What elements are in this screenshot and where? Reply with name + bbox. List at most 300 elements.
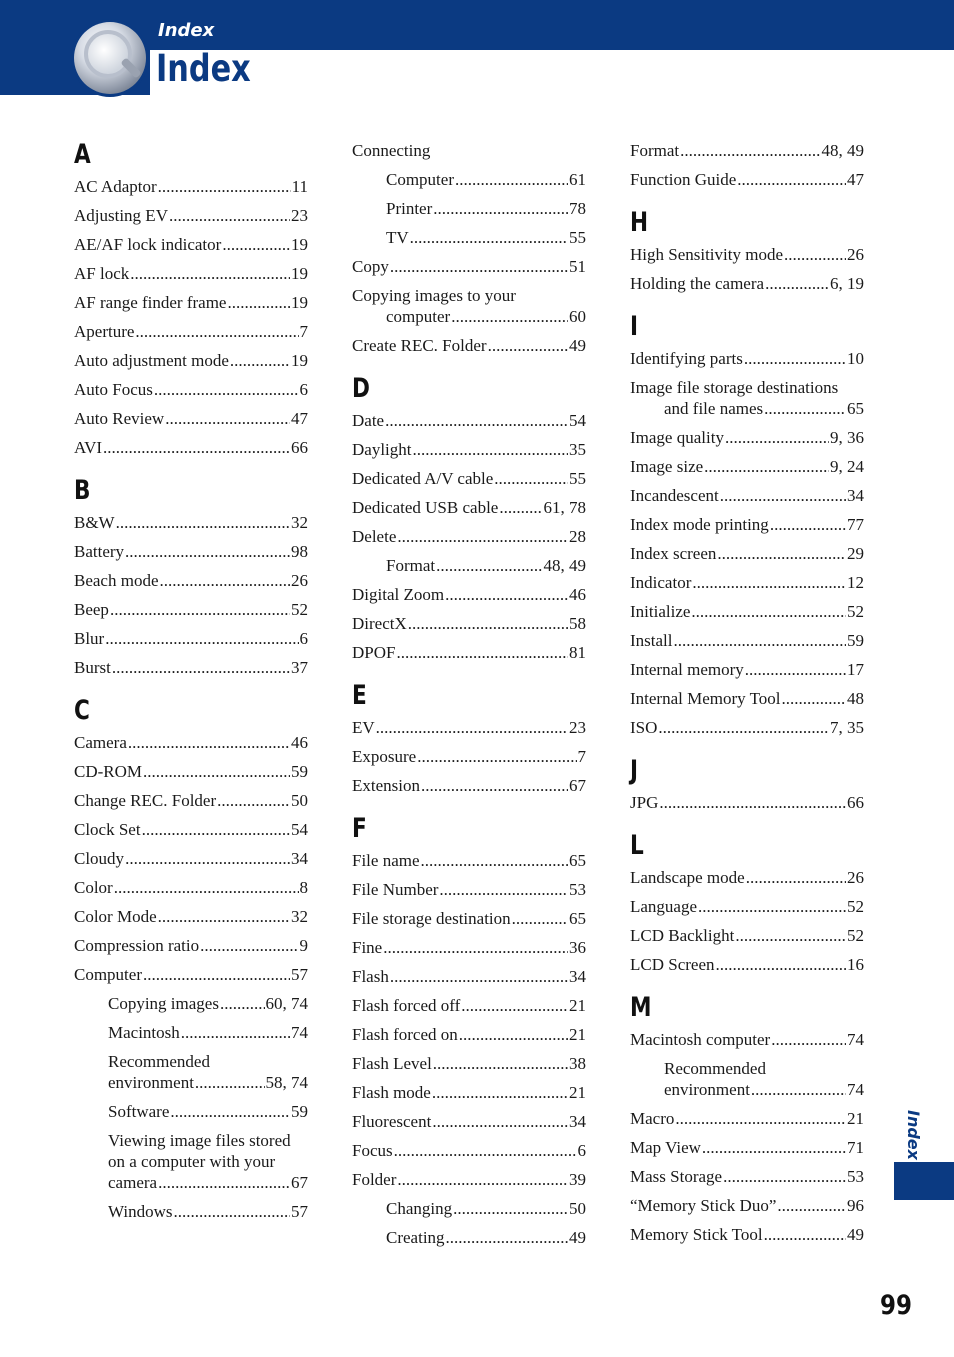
dot-leader <box>376 717 568 738</box>
entry-pages: 7, 35 <box>830 718 864 737</box>
entry-pages: 19 <box>291 351 308 370</box>
entry-pages: 52 <box>847 926 864 945</box>
entry-pages: 34 <box>847 486 864 505</box>
dot-leader <box>410 227 568 248</box>
dot-leader <box>751 1079 846 1100</box>
index-entry <box>352 1082 586 1103</box>
index-entry <box>74 906 308 927</box>
entry-pages: 46 <box>291 733 308 752</box>
entry-pages: 96 <box>847 1196 864 1215</box>
entry-pages: 34 <box>291 849 308 868</box>
index-entry <box>630 348 864 369</box>
dot-leader <box>445 584 568 605</box>
dot-leader <box>717 543 846 564</box>
index-column-1 <box>74 140 308 1230</box>
index-subentry <box>74 993 308 1014</box>
index-entry <box>74 321 308 342</box>
index-entry <box>352 966 586 987</box>
entry-term: Change REC. Folder <box>74 791 217 810</box>
dot-leader <box>116 512 290 533</box>
index-entry <box>630 244 864 265</box>
dot-leader <box>397 526 568 547</box>
entry-term: Computer <box>386 170 454 189</box>
entry-term-line: Copying images to your <box>352 286 516 305</box>
entry-term-line <box>630 398 864 419</box>
entry-pages: 21 <box>569 996 586 1015</box>
dot-leader <box>459 1024 568 1045</box>
entry-pages: 37 <box>291 658 308 677</box>
entry-term: Internal memory <box>630 660 744 679</box>
entry-term: Macintosh computer <box>630 1030 771 1049</box>
entry-pages: 50 <box>291 791 308 810</box>
index-entry <box>352 613 586 634</box>
index-entry <box>630 485 864 506</box>
entry-pages: 54 <box>569 411 586 430</box>
entry-pages: 55 <box>569 228 586 247</box>
entry-term: Create REC. Folder <box>352 336 487 355</box>
dot-leader <box>227 292 290 313</box>
section-letter: I <box>630 311 639 342</box>
entry-term: Dedicated USB cable <box>352 498 499 517</box>
dot-leader <box>744 348 846 369</box>
entry-pages: 52 <box>847 602 864 621</box>
entry-pages: 6, 19 <box>830 274 864 293</box>
index-subentry <box>352 1227 586 1248</box>
dot-leader <box>745 659 846 680</box>
entry-pages: 48, 49 <box>543 556 586 575</box>
dot-leader <box>158 1172 290 1193</box>
entry-pages: 21 <box>847 1109 864 1128</box>
dot-leader <box>770 514 846 535</box>
dot-leader <box>771 1029 846 1050</box>
dot-leader <box>455 169 568 190</box>
entry-pages: 57 <box>291 1202 308 1221</box>
dot-leader <box>451 306 568 327</box>
entry-term: File name <box>352 851 420 870</box>
entry-term-line: Recommended <box>664 1059 766 1078</box>
index-subentry <box>630 1058 864 1100</box>
index-entry <box>630 659 864 680</box>
entry-term: Blur <box>74 629 105 648</box>
dot-leader <box>200 935 298 956</box>
page-number: 99 <box>880 1290 912 1321</box>
index-entry <box>630 273 864 294</box>
index-entry <box>630 572 864 593</box>
entry-term: Indicator <box>630 573 692 592</box>
entry-term: Color Mode <box>74 907 157 926</box>
dot-leader <box>217 790 290 811</box>
entry-pages: 65 <box>847 399 864 418</box>
index-entry <box>630 377 864 419</box>
dot-leader <box>383 937 568 958</box>
entry-term: AVI <box>74 438 103 457</box>
index-entry <box>630 688 864 709</box>
index-entry <box>630 630 864 651</box>
entry-term: Computer <box>74 965 142 984</box>
dot-leader <box>702 1137 846 1158</box>
index-entry <box>630 601 864 622</box>
entry-pages: 34 <box>569 1112 586 1131</box>
entry-pages: 29 <box>847 544 864 563</box>
entry-term: TV <box>386 228 409 247</box>
section-letter: E <box>352 680 367 711</box>
entry-term: Camera <box>74 733 127 752</box>
entry-pages: 67 <box>569 776 586 795</box>
dot-leader <box>170 1101 290 1122</box>
entry-pages: 71 <box>847 1138 864 1157</box>
entry-term: Internal Memory Tool <box>630 689 781 708</box>
entry-term: Format <box>630 141 680 160</box>
dot-leader <box>394 1140 577 1161</box>
dot-leader <box>181 1022 290 1043</box>
index-entry <box>630 1137 864 1158</box>
entry-pages: 74 <box>291 1023 308 1042</box>
entry-term: Image quality <box>630 428 724 447</box>
entry-term: Flash mode <box>352 1083 431 1102</box>
index-entry <box>74 964 308 985</box>
index-entry <box>630 140 864 161</box>
dot-leader <box>397 1169 568 1190</box>
index-entry <box>74 205 308 226</box>
entry-term: and file names <box>664 399 764 418</box>
entry-pages: 12 <box>847 573 864 592</box>
dot-leader <box>461 995 568 1016</box>
entry-pages: 49 <box>569 336 586 355</box>
entry-term: Extension <box>352 776 420 795</box>
entry-pages: 26 <box>291 571 308 590</box>
dot-leader <box>433 1053 568 1074</box>
index-entry <box>74 628 308 649</box>
index-column-2 <box>352 140 586 1256</box>
dot-leader <box>128 732 290 753</box>
entry-pages: 58, 74 <box>265 1073 308 1092</box>
dot-leader <box>764 398 846 419</box>
index-entry <box>630 792 864 813</box>
section-letter: A <box>74 139 91 170</box>
index-entry <box>630 925 864 946</box>
side-section-label: Index <box>904 1110 923 1160</box>
index-entry <box>352 335 586 356</box>
entry-term: Fluorescent <box>352 1112 432 1131</box>
index-entry <box>352 439 586 460</box>
entry-term: AC Adaptor <box>74 177 157 196</box>
entry-term: ISO <box>630 718 658 737</box>
section-letter: L <box>630 830 644 861</box>
entry-pages: 16 <box>847 955 864 974</box>
index-entry <box>74 541 308 562</box>
entry-term: Color <box>74 878 113 897</box>
index-entry <box>352 717 586 738</box>
index-entry <box>630 169 864 190</box>
section-letter: M <box>630 992 652 1023</box>
dot-leader <box>439 879 568 900</box>
dot-leader <box>692 572 846 593</box>
entry-pages: 34 <box>569 967 586 986</box>
entry-pages: 66 <box>847 793 864 812</box>
dot-leader <box>659 792 846 813</box>
entry-term: Fine <box>352 938 383 957</box>
entry-term: Software <box>108 1102 170 1121</box>
entry-pages: 66 <box>291 438 308 457</box>
index-entry <box>630 456 864 477</box>
entry-term: Battery <box>74 542 125 561</box>
index-entry <box>630 514 864 535</box>
entry-term: Creating <box>386 1228 445 1247</box>
index-entry <box>74 599 308 620</box>
section-letter: D <box>352 373 370 404</box>
entry-pages: 35 <box>569 440 586 459</box>
dot-leader <box>432 1082 568 1103</box>
entry-term-line <box>108 1172 308 1193</box>
entry-pages: 23 <box>569 718 586 737</box>
entry-pages: 9, 36 <box>830 428 864 447</box>
entry-term: computer <box>386 307 451 326</box>
dot-leader <box>158 906 290 927</box>
entry-term: Index screen <box>630 544 717 563</box>
index-subentry <box>74 1101 308 1122</box>
dot-leader <box>436 555 542 576</box>
entry-pages: 74 <box>847 1080 864 1099</box>
index-column-3 <box>630 140 864 1253</box>
entry-pages: 78 <box>569 199 586 218</box>
entry-term: Macro <box>630 1109 675 1128</box>
dot-leader <box>658 717 829 738</box>
magnifier-icon <box>74 22 146 94</box>
entry-term: Flash forced off <box>352 996 461 1015</box>
index-subentry <box>74 1201 308 1222</box>
dot-leader <box>737 169 846 190</box>
dot-leader <box>746 867 846 888</box>
entry-pages: 54 <box>291 820 308 839</box>
entry-term: Format <box>386 556 436 575</box>
entry-pages: 53 <box>847 1167 864 1186</box>
entry-pages: 6 <box>299 380 308 399</box>
entry-pages: 49 <box>847 1225 864 1244</box>
index-subentry <box>352 555 586 576</box>
entry-term: Memory Stick Tool <box>630 1225 763 1244</box>
index-entry <box>74 570 308 591</box>
index-subentry <box>74 1130 308 1193</box>
entry-pages: 48 <box>847 689 864 708</box>
entry-pages: 21 <box>569 1025 586 1044</box>
entry-pages: 19 <box>291 235 308 254</box>
entry-term: Identifying parts <box>630 349 743 368</box>
entry-pages: 9 <box>299 936 308 955</box>
entry-term: File storage destination <box>352 909 511 928</box>
entry-pages: 7 <box>299 322 308 341</box>
index-entry <box>352 746 586 767</box>
entry-term: Beep <box>74 600 109 619</box>
index-entry <box>74 379 308 400</box>
entry-term: Aperture <box>74 322 135 341</box>
dot-leader <box>169 205 290 226</box>
index-entry <box>352 937 586 958</box>
entry-pages: 59 <box>291 1102 308 1121</box>
entry-term: Digital Zoom <box>352 585 445 604</box>
index-entry <box>630 543 864 564</box>
index-entry <box>352 410 586 431</box>
index-entry <box>352 1169 586 1190</box>
entry-term: Compression ratio <box>74 936 200 955</box>
entry-term: Install <box>630 631 673 650</box>
entry-term: Folder <box>352 1170 397 1189</box>
dot-leader <box>716 954 846 975</box>
entry-pages: 55 <box>569 469 586 488</box>
entry-pages: 61, 78 <box>543 498 586 517</box>
index-entry <box>74 657 308 678</box>
dot-leader <box>674 630 847 651</box>
entry-pages: 77 <box>847 515 864 534</box>
index-entry <box>74 790 308 811</box>
entry-term: Auto adjustment mode <box>74 351 229 370</box>
index-entry <box>630 1029 864 1050</box>
entry-pages: 21 <box>569 1083 586 1102</box>
entry-term: Focus <box>352 1141 393 1160</box>
entry-pages: 49 <box>569 1228 586 1247</box>
dot-leader <box>135 321 298 342</box>
entry-pages: 59 <box>291 762 308 781</box>
index-entry <box>352 642 586 663</box>
entry-term: Exposure <box>352 747 417 766</box>
dot-leader <box>777 1195 846 1216</box>
entry-pages: 9, 24 <box>830 457 864 476</box>
entry-term: Flash Level <box>352 1054 432 1073</box>
entry-term: LCD Screen <box>630 955 715 974</box>
entry-term: Holding the camera <box>630 274 765 293</box>
entry-term: Burst <box>74 658 111 677</box>
dot-leader <box>385 410 568 431</box>
entry-pages: 57 <box>291 965 308 984</box>
index-entry <box>74 877 308 898</box>
entry-term: Copy <box>352 257 389 276</box>
index-entry <box>630 1195 864 1216</box>
dot-leader <box>143 761 290 782</box>
entry-term: Function Guide <box>630 170 737 189</box>
index-subentry <box>352 227 586 248</box>
index-entry <box>74 732 308 753</box>
entry-term-line <box>352 306 586 327</box>
entry-term-line <box>664 1079 864 1100</box>
section-letter: H <box>630 207 649 238</box>
entry-term: CD-ROM <box>74 762 143 781</box>
dot-leader <box>165 408 290 429</box>
dot-leader <box>735 925 846 946</box>
header-section-label: Index <box>158 20 215 41</box>
entry-pages: 60 <box>569 307 586 326</box>
dot-leader <box>723 1166 846 1187</box>
dot-leader <box>160 570 291 591</box>
entry-term: AE/AF lock indicator <box>74 235 222 254</box>
index-entry <box>74 234 308 255</box>
index-entry <box>74 819 308 840</box>
entry-term: Beach mode <box>74 571 159 590</box>
dot-leader <box>417 746 576 767</box>
entry-pages: 19 <box>291 264 308 283</box>
entry-term: Index mode printing <box>630 515 769 534</box>
entry-term: Auto Review <box>74 409 165 428</box>
index-entry <box>630 896 864 917</box>
entry-pages: 59 <box>847 631 864 650</box>
entry-pages: 65 <box>569 851 586 870</box>
entry-term: LCD Backlight <box>630 926 735 945</box>
entry-term: Clock Set <box>74 820 141 839</box>
entry-term-line: Recommended <box>108 1052 210 1071</box>
entry-pages: 67 <box>291 1173 308 1192</box>
entry-term: JPG <box>630 793 659 812</box>
dot-leader <box>105 628 298 649</box>
entry-term: EV <box>352 718 375 737</box>
dot-leader <box>453 1198 568 1219</box>
dot-leader <box>432 1111 568 1132</box>
entry-term-line: Viewing image files stored <box>108 1131 291 1150</box>
entry-term: Map View <box>630 1138 701 1157</box>
entry-term: File Number <box>352 880 439 899</box>
index-entry <box>352 526 586 547</box>
entry-pages: 98 <box>291 542 308 561</box>
dot-leader <box>222 234 290 255</box>
entry-term: B&W <box>74 513 115 532</box>
dot-leader <box>195 1072 265 1093</box>
header-band <box>0 0 954 50</box>
dot-leader <box>421 775 568 796</box>
entry-pages: 19 <box>291 293 308 312</box>
entry-pages: 11 <box>291 177 308 196</box>
entry-term: Copying images <box>108 994 219 1013</box>
section-letter: C <box>74 695 90 726</box>
entry-pages: 8 <box>299 878 308 897</box>
entry-pages: 58 <box>569 614 586 633</box>
index-entry <box>352 908 586 929</box>
dot-leader <box>704 456 829 477</box>
dot-leader <box>114 877 299 898</box>
index-entry <box>352 775 586 796</box>
index-entry <box>630 427 864 448</box>
index-entry <box>352 1053 586 1074</box>
entry-term: Delete <box>352 527 397 546</box>
entry-pages: 28 <box>569 527 586 546</box>
entry-pages: 50 <box>569 1199 586 1218</box>
index-entry <box>74 263 308 284</box>
index-subentry <box>74 1022 308 1043</box>
dot-leader <box>691 601 846 622</box>
entry-pages: 47 <box>291 409 308 428</box>
entry-term: Initialize <box>630 602 691 621</box>
dot-leader <box>230 350 290 371</box>
index-entry <box>74 761 308 782</box>
entry-pages: 39 <box>569 1170 586 1189</box>
dot-leader <box>765 273 829 294</box>
entry-term: environment <box>108 1073 194 1092</box>
dot-leader <box>488 335 568 356</box>
entry-pages: 38 <box>569 1054 586 1073</box>
entry-term: Adjusting EV <box>74 206 168 225</box>
dot-leader <box>396 642 568 663</box>
entry-pages: 36 <box>569 938 586 957</box>
dot-leader <box>698 896 846 917</box>
entry-pages: 26 <box>847 245 864 264</box>
index-entry <box>352 1111 586 1132</box>
dot-leader <box>390 256 568 277</box>
entry-pages: 81 <box>569 643 586 662</box>
entry-term: “Memory Stick Duo” <box>630 1196 777 1215</box>
index-heading: Connecting <box>352 141 431 160</box>
dot-leader <box>158 176 291 197</box>
dot-leader <box>433 198 568 219</box>
entry-term-line: Image file storage destinations <box>630 378 839 397</box>
entry-term: Image size <box>630 457 704 476</box>
entry-term: Changing <box>386 1199 453 1218</box>
index-entry <box>74 512 308 533</box>
